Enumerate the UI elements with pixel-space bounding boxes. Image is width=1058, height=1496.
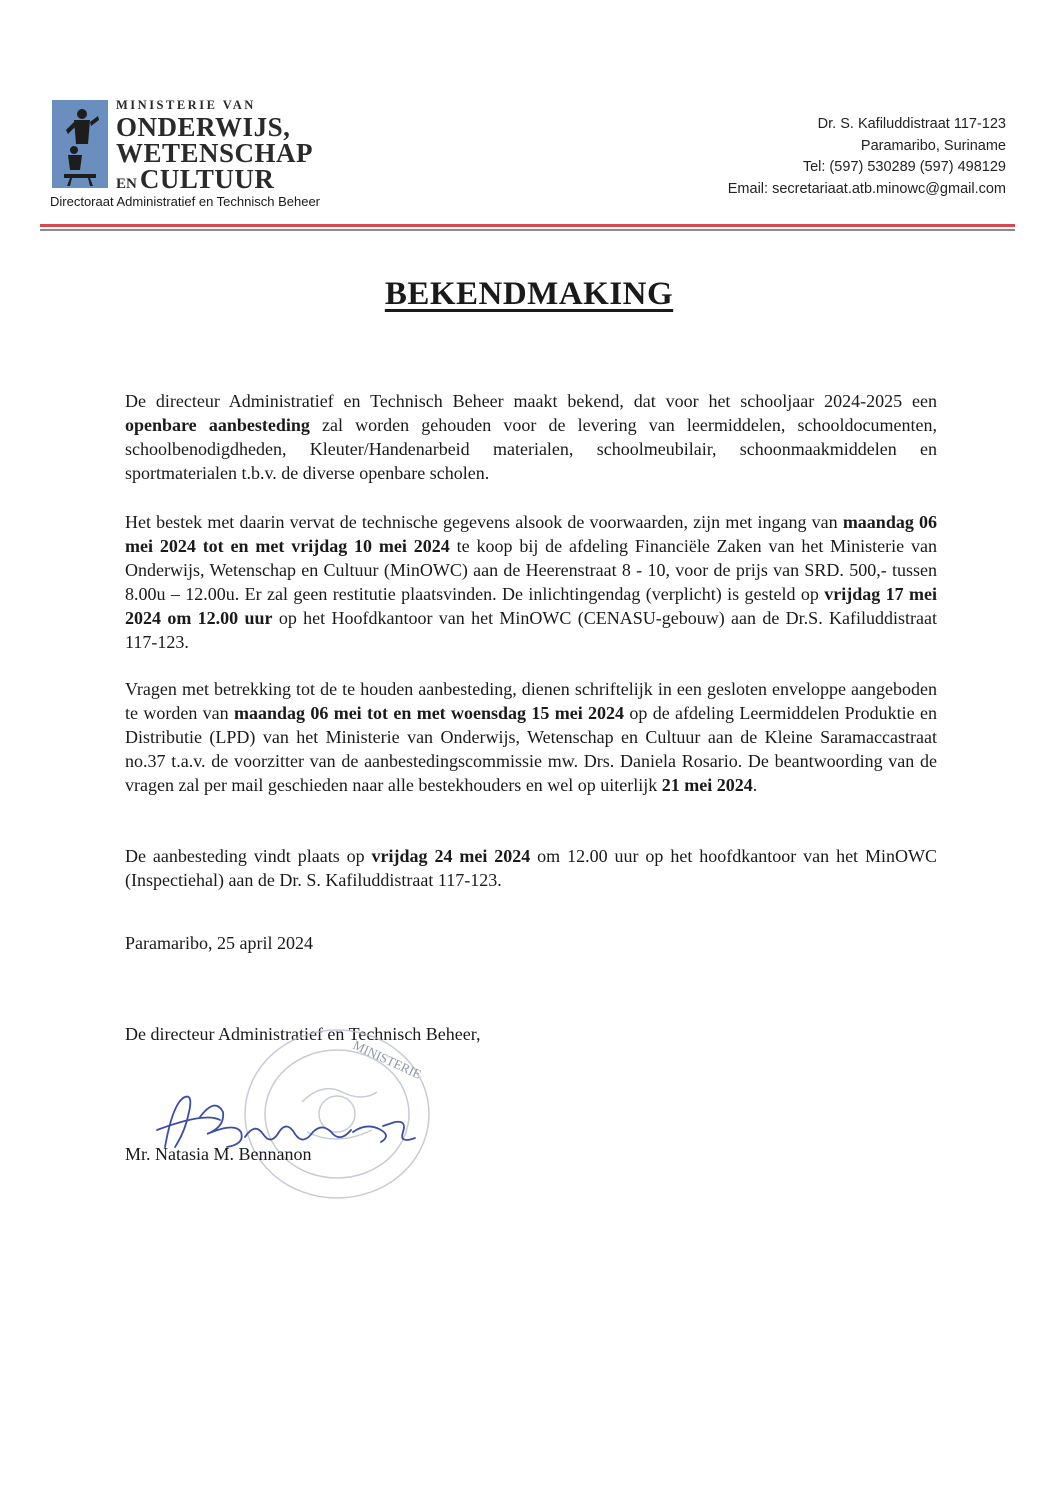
document-title: BEKENDMAKING	[384, 276, 674, 312]
p2-bold-1: maandag 06 mei 2024 tot en met vrijdag 10 mei 2024	[125, 512, 937, 556]
logo-line-2: WETENSCHAP	[116, 138, 314, 168]
p4-bold-1: vrijdag 24 mei 2024	[371, 846, 531, 866]
place-date: Paramaribo, 25 april 2024	[125, 933, 313, 953]
p3-text-a: Vragen met betrekking tot de te houden aanbesteding, dienen schriftelijk in een gesloten enveloppe aangeboden te worden van	[125, 679, 937, 723]
header-divider-gray	[40, 229, 1015, 231]
logo-line-small: MINISTERIE VAN	[116, 98, 256, 112]
paragraph-1	[125, 389, 937, 485]
address-tel: Tel: (597) 530289 (597) 498129	[802, 159, 1006, 175]
logo-subtitle: Directoraat Administratief en Technisch Beheer	[50, 194, 321, 209]
svg-text:MINISTERIE: MINISTERIE	[350, 1037, 424, 1082]
p2-text-d: op het Hoofdkantoor van het MinOWC (CENASU-gebouw) aan de Dr.S. Kafiluddistraat 117-123.	[125, 608, 937, 652]
address-email: Email: secretariaat.atb.minowc@gmail.com	[727, 180, 1006, 197]
paragraph-2	[125, 510, 937, 654]
address-street: Dr. S. Kafiluddistraat 117-123	[817, 116, 1006, 132]
ministry-emblem-icon	[52, 100, 108, 188]
header-divider-red	[40, 224, 1015, 227]
p3-bold-1: maandag 06 mei tot en met woensdag 15 mei 2024	[234, 703, 625, 723]
paragraph-4	[125, 844, 937, 892]
p1-bold-1: openbare aanbesteding	[125, 415, 310, 435]
logo-line-1: ONDERWIJS,	[116, 112, 291, 142]
p3-text-d: .	[752, 775, 758, 795]
p2-text-c: te koop bij de afdeling Financiële Zaken van het Ministerie van Onderwijs, Wetenschap en Cultuur (MinOWC) aan de Heerenstraat 8 - 10, voor de prijs van SRD. 500,- tussen 8.00u – 12.00u. Er zal geen restitutie plaatsvinden. De inlichtingendag (verplicht) is gesteld op	[125, 536, 938, 604]
logo-line-3	[116, 166, 274, 193]
paragraph-3	[125, 677, 937, 797]
p1-text-a: De directeur Administratief en Technisch Beheer maakt bekend, dat voor het schooljaar 2024-2025 een	[125, 391, 937, 411]
p3-text-c: op de afdeling Leermiddelen Produktie en Distributie (LPD) van het Ministerie van Onderwijs, Wetenschap en Cultuur aan de Kleine Saramaccastraat no.37 t.a.v. de voorzitter van de aanbestedingscommissie mw. Drs. Daniela Rosario. De beantwoording van de vragen zal per mail geschieden naar alle bestekhouders en wel op uiterlijk	[125, 703, 937, 795]
address-block	[728, 114, 1006, 200]
p1-text-c: zal worden gehouden voor de levering van leermiddelen, schooldocumenten, schoolbenodigdheden, Kleuter/Handenarbeid materialen, schoolmeubilair, schoonmaakmiddelen en sportmaterialen t.b.v. de diverse openbare scholen.	[125, 415, 938, 483]
logo-cultuur: CULTUUR	[139, 164, 275, 194]
address-city: Paramaribo, Suriname	[860, 137, 1006, 154]
closing-line: De directeur Administratief en Technisch Beheer,	[125, 1024, 481, 1044]
p4-text-a: De aanbesteding vindt plaats op	[125, 846, 372, 866]
signer-name: Mr. Natasia M. Bennanon	[125, 1144, 312, 1164]
p4-text-c: om 12.00 uur op het hoofdkantoor van het MinOWC (Inspectiehal) aan de Dr. S. Kafiluddistraat 117-123.	[125, 846, 937, 890]
logo-en: EN	[116, 176, 137, 192]
p3-bold-2: 21 mei 2024	[661, 775, 753, 795]
p2-bold-2: vrijdag 17 mei 2024 om 12.00 uur	[125, 584, 938, 628]
p2-text-a: Het bestek met daarin vervat de technische gegevens alsook de voorwaarden, zijn met ingang van	[125, 512, 843, 532]
ministry-logo	[50, 98, 370, 208]
